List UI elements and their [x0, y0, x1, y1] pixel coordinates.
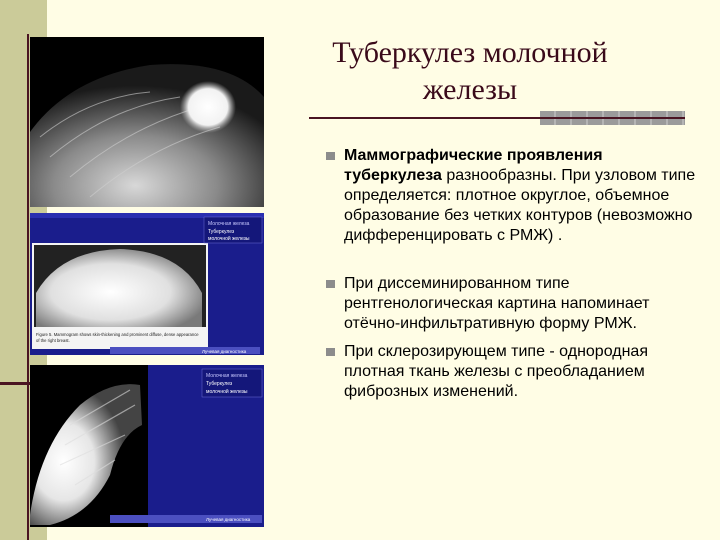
- bullet-item: [326, 342, 696, 402]
- thumb2-footer: Лучевая диагностика: [202, 349, 247, 354]
- thumb2-label-line2: Туберкулез: [208, 229, 235, 235]
- slide-title-line1: Туберкулез молочной: [332, 36, 608, 69]
- slide-title-line2: железы: [422, 73, 518, 106]
- bullet-marker-icon: [326, 152, 335, 160]
- thumb2-label-line1: Молочная железа: [208, 221, 250, 227]
- bullet-list: [326, 146, 696, 402]
- bullet-bold-text: Маммографические проявления туберкулеза: [344, 147, 603, 184]
- thumb2-caption-line1: Figure 5. Mammogram shows skin-thickening and prominent diffuse, dense appearance: [36, 332, 199, 337]
- bullet-item: [326, 146, 696, 246]
- thumbnail-slide-sclerosing: [30, 365, 264, 527]
- thumb2-caption-line2: of the right breast.: [36, 338, 70, 343]
- vertical-rule: [27, 34, 29, 540]
- bullet-text: разнообразны. При узловом типе определяется: плотное округлое, объемное образование без четких контуров (невозможно дифференцировать с РМЖ) .: [344, 167, 696, 244]
- mammogram-nodular-image: [30, 37, 264, 207]
- slide-title: [305, 34, 635, 108]
- bullet-text: При диссеминированном типе рентгенологическая картина напоминает отёчно-инфильтративную форму РМЖ.: [344, 275, 650, 332]
- thumbnail-slide-disseminated: [30, 213, 264, 355]
- bullet-marker-icon: [326, 280, 335, 288]
- thumb2-label-line3: молочной железы: [208, 236, 250, 242]
- thumb3-label-line2: Туберкулез: [206, 381, 233, 387]
- bullet-item: [326, 274, 696, 334]
- bullet-marker-icon: [326, 348, 335, 356]
- bullet-text: При склерозирующем типе - однородная плотная ткань железы с преобладанием фиброзных изменений.: [344, 343, 648, 400]
- thumb3-footer: Лучевая диагностика: [206, 517, 251, 522]
- thumb3-label-line3: молочной железы: [206, 389, 248, 395]
- title-underline: [309, 117, 685, 119]
- thumb3-label-line1: Молочная железа: [206, 373, 248, 379]
